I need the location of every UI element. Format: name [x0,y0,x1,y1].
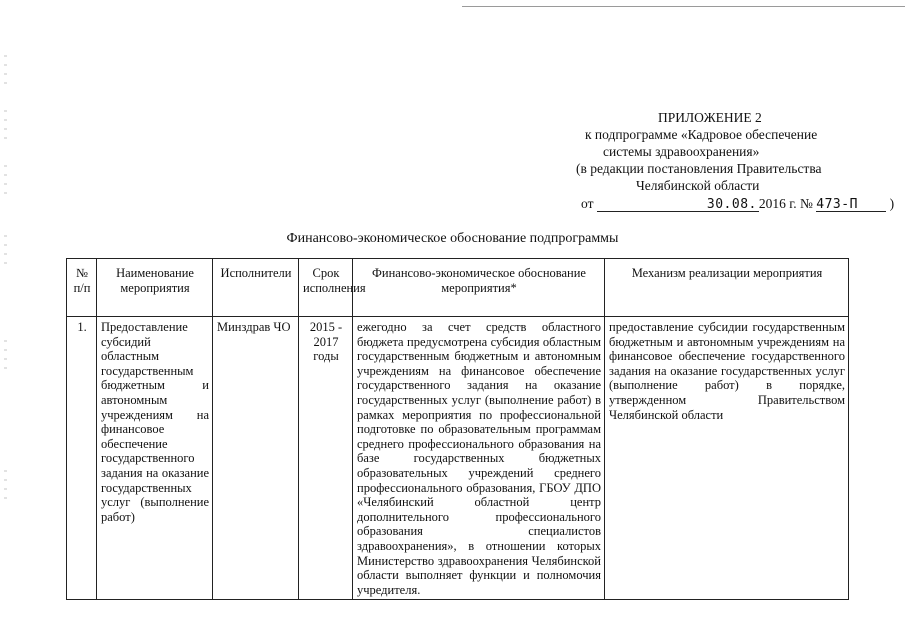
appendix-line: (в редакции постановления Правительства [576,161,822,176]
row-executors: Минздрав ЧО [213,317,299,600]
col-header-name: Наименование мероприятия [97,259,213,317]
resolution-number-field [816,195,886,212]
date-year: 2016 г. № [758,196,813,211]
resolution-number: 473-П [816,197,858,212]
scan-margin-speckle [4,340,7,370]
table-row [67,317,849,600]
col-header-num: № п/п [67,259,97,317]
appendix-line: системы здравоохранения» [603,144,760,159]
row-justification: ежегодно за счет средств областного бюджета предусмотрена субсидия областным государственным бюджетным и автономным учреждениям на финансовое обеспечение государственного задания на оказание государственных услуг (выполнение работ) в рамках мероприятия по профессиональной подготовке по образовательным программам среднего профессионального образования на базе государственных бюджетных образовательных учреждений среднего профессионального образования, ГБОУ ДПО «Челябинский областной центр дополнительного профессионального образования специалистов здравоохранения», в отношении которых Министерство здравоохранения Челябинской области выполняет функции и полномочия учредителя. [353,317,605,600]
scan-edge-line [462,6,905,7]
date-prefix: от [581,196,594,211]
date-suffix: ) [889,196,895,211]
appendix-line: Челябинской области [636,178,760,193]
col-header-justification: Финансово-экономическое обоснование мероприятия* [353,259,605,317]
scan-margin-speckle [4,470,7,500]
document-title: Финансово-экономическое обоснование подпрограммы [286,231,619,246]
table-header-row [67,259,849,317]
scan-margin-speckle [4,55,7,85]
scan-margin-speckle [4,165,7,195]
appendix-line: к подпрограмме «Кадровое обеспечение [585,127,818,142]
date-value: 30.08. [706,197,757,212]
resolution-date-line [581,195,894,213]
col-header-executors: Исполнители [213,259,299,317]
justification-table [66,258,849,600]
row-name: Предоставление субсидий областным государственным бюджетным и автономным учреждениям на финансовое обеспечение государственного задания на оказание государственных услуг (выполнение работ) [97,317,213,600]
date-field [597,195,759,212]
row-term: 2015 - 2017 годы [299,317,353,600]
col-header-mechanism: Механизм реализации мероприятия [605,259,849,317]
col-header-term: Срок исполнения [299,259,353,317]
appendix-title: ПРИЛОЖЕНИЕ 2 [658,110,762,125]
row-number: 1. [67,317,97,600]
row-mechanism: предоставление субсидии государственным бюджетным и автономным учреждениям на финансовое обеспечение государственного задания на оказание государственных услуг (выполнение работ) в порядке, утвержденном Правительством Челябинской области [605,317,849,600]
scan-margin-speckle [4,110,7,140]
